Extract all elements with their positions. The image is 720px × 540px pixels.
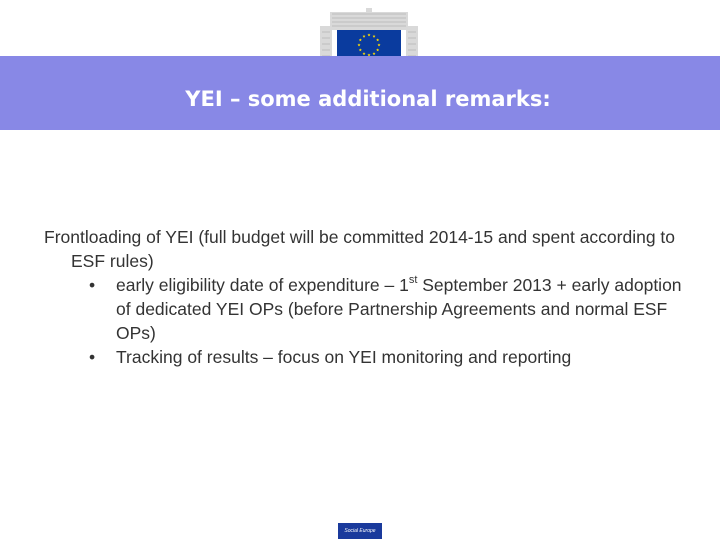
bullet-list — [44, 273, 684, 369]
eu-star-icon — [359, 48, 362, 51]
eu-star-icon — [372, 35, 375, 38]
bullet-text: Tracking of results – focus on YEI monitoring and reporting — [116, 347, 572, 367]
bullet-icon: • — [89, 275, 96, 295]
bullet-text-part: September 2013 + early adoption of dedicated YEI OPs (before Partnership Agreements and normal ESF OPs) — [116, 275, 682, 343]
eu-star-icon — [372, 52, 375, 55]
eu-star-icon — [362, 52, 365, 55]
eu-star-icon — [359, 38, 362, 41]
eu-star-icon — [377, 43, 380, 46]
eu-star-icon — [376, 38, 379, 41]
intro-paragraph: Frontloading of YEI (full budget will be committed 2014-15 and spent according to ESF rules) — [44, 227, 676, 271]
eu-star-icon — [376, 48, 379, 51]
slide-title: YEI – some additional remarks: — [185, 87, 551, 111]
eu-star-icon — [357, 43, 360, 46]
ordinal-suffix: st — [408, 274, 418, 287]
eu-star-icon — [367, 33, 370, 36]
social-europe-badge: Social Europe — [338, 523, 382, 539]
bullet-item — [44, 345, 684, 369]
bullet-icon: • — [89, 347, 96, 367]
bullet-item — [44, 273, 684, 345]
bullet-text-part: early eligibility date of expenditure – 1 — [116, 275, 409, 295]
eu-star-icon — [362, 35, 365, 38]
slide-body — [44, 225, 684, 369]
